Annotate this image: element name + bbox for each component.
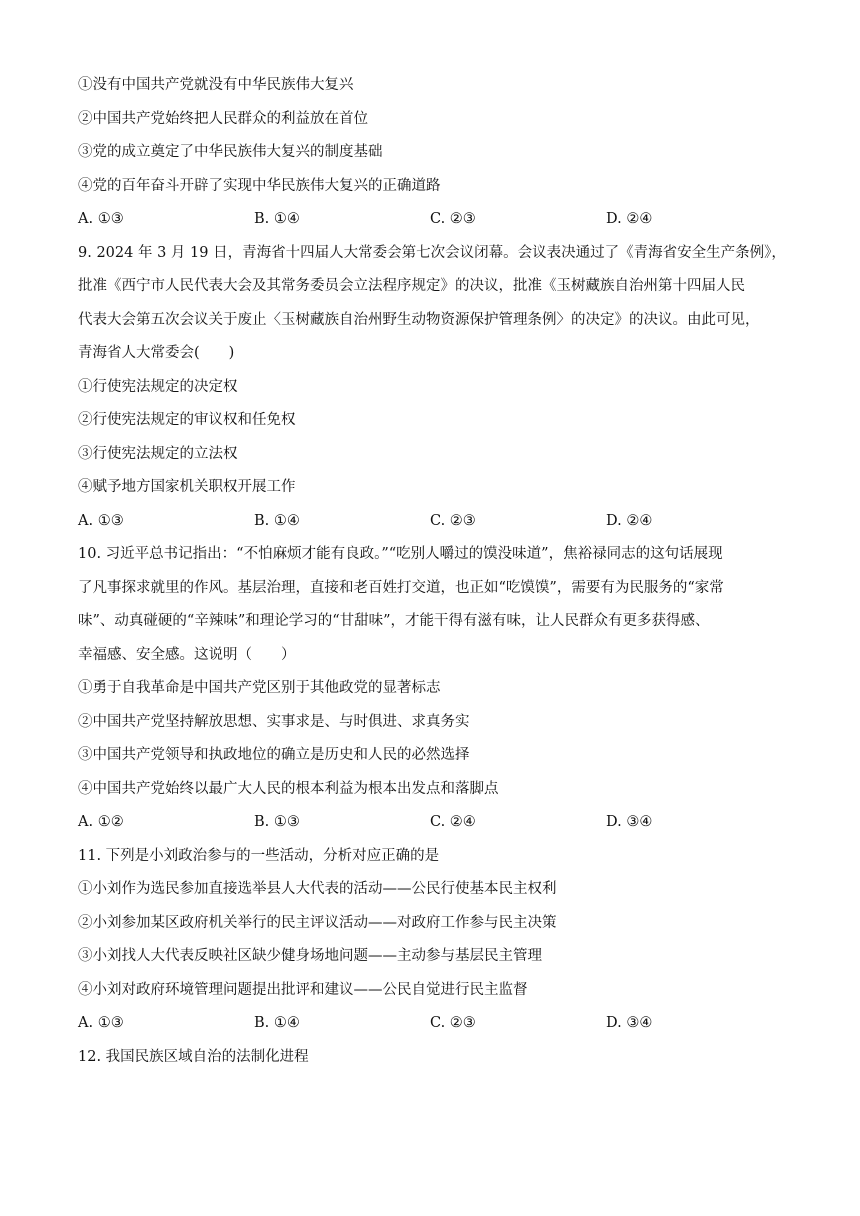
option-d: D. ②④ — [606, 512, 653, 529]
question-stem-line: 了凡事探求就里的作风。基层治理，直接和老百姓打交道，也正如“吃馍馍”，需要有为民服务的“家常 — [78, 579, 724, 596]
option-a: A. ①③ — [78, 1015, 124, 1031]
option-c: C. ②③ — [430, 1015, 476, 1031]
question-stem-line: 10. 习近平总书记指出：“不怕麻烦才能有良政。”“吃别人嚼过的馍没味道”，焦裕禄同志的这句话展现 — [78, 546, 723, 562]
statement-item: ③中国共产党领导和执政地位的确立是历史和人民的必然选择 — [78, 747, 470, 763]
statement-item: ②中国共产党始终把人民群众的利益放在首位 — [78, 110, 368, 127]
question-stem-line: 代表大会第五次会议关于废止〈玉树藏族自治州野生动物资源保护管理条例〉的决定》的决议。由此可见， — [78, 311, 760, 328]
answer-options — [78, 508, 788, 542]
statement-item: ②行使宪法规定的审议权和任免权 — [78, 412, 296, 428]
question-stem-line: 11. 下列是小刘政治参与的一些活动，分析对应正确的是 — [78, 847, 440, 864]
option-c: C. ②③ — [430, 211, 476, 227]
question-12 — [78, 1044, 788, 1078]
option-b: B. ①④ — [254, 1015, 300, 1031]
statement-item: ①行使宪法规定的决定权 — [78, 378, 238, 395]
statement-item: ③行使宪法规定的立法权 — [78, 445, 238, 462]
question-10 — [78, 541, 788, 843]
question-11 — [78, 843, 788, 1044]
option-d: D. ③④ — [606, 1015, 653, 1031]
question-stem-line: 批准《西宁市人民代表大会及其常务委员会立法程序规定》的决议，批准《玉树藏族自治州第十四届人民 — [78, 278, 745, 294]
statement-item: ③党的成立奠定了中华民族伟大复兴的制度基础 — [78, 144, 383, 160]
statement-item: ①小刘作为选民参加直接选举县人大代表的活动——公民行使基本民主权利 — [78, 881, 557, 897]
statement-item: ③小刘找人大代表反映社区缺少健身场地问题——主动参与基层民主管理 — [78, 948, 542, 964]
option-a: A. ①③ — [78, 211, 124, 227]
question-stem-line: 幸福感、安全感。这说明（ ） — [78, 646, 296, 663]
exam-page — [78, 72, 788, 1077]
statement-item: ②小刘参加某区政府机关举行的民主评议活动——对政府工作参与民主决策 — [78, 914, 557, 931]
question-stem-line: 12. 我国民族区域自治的法制化进程 — [78, 1048, 309, 1065]
question-8-items — [78, 72, 788, 240]
option-a: A. ①③ — [78, 512, 124, 529]
statement-item: ④党的百年奋斗开辟了实现中华民族伟大复兴的正确道路 — [78, 177, 441, 194]
question-9 — [78, 240, 788, 542]
statement-item: ④赋予地方国家机关职权开展工作 — [78, 479, 296, 495]
option-c: C. ②③ — [430, 512, 476, 529]
answer-options — [78, 206, 788, 240]
question-stem-line: 9. 2024 年 3 月 19 日，青海省十四届人大常委会第七次会议闭幕。会议表决通过了《青海省安全生产条例》， — [78, 244, 786, 261]
statement-item: ②中国共产党坚持解放思想、实事求是、与时俱进、求真务实 — [78, 713, 470, 730]
answer-options — [78, 809, 788, 843]
statement-item: ①勇于自我革命是中国共产党区别于其他政党的显著标志 — [78, 680, 441, 696]
statement-item: ④小刘对政府环境管理问题提出批评和建议——公民自觉进行民主监督 — [78, 981, 528, 998]
statement-item: ①没有中国共产党就没有中华民族伟大复兴 — [78, 77, 354, 93]
option-c: C. ②④ — [430, 814, 476, 830]
statement-item: ④中国共产党始终以最广大人民的根本利益为根本出发点和落脚点 — [78, 780, 499, 797]
answer-options — [78, 1010, 788, 1044]
option-b: B. ①④ — [254, 512, 300, 529]
question-stem-line: 青海省人大常委会( ) — [78, 345, 235, 361]
option-b: B. ①③ — [254, 814, 300, 830]
option-d: D. ③④ — [606, 814, 653, 830]
option-d: D. ②④ — [606, 211, 653, 227]
option-a: A. ①② — [78, 814, 124, 830]
question-stem-line: 味”、动真碰硬的“辛辣味”和理论学习的“甘甜味”，才能干得有滋有味，让人民群众有更多获得感、 — [78, 613, 710, 629]
option-b: B. ①④ — [254, 211, 300, 227]
